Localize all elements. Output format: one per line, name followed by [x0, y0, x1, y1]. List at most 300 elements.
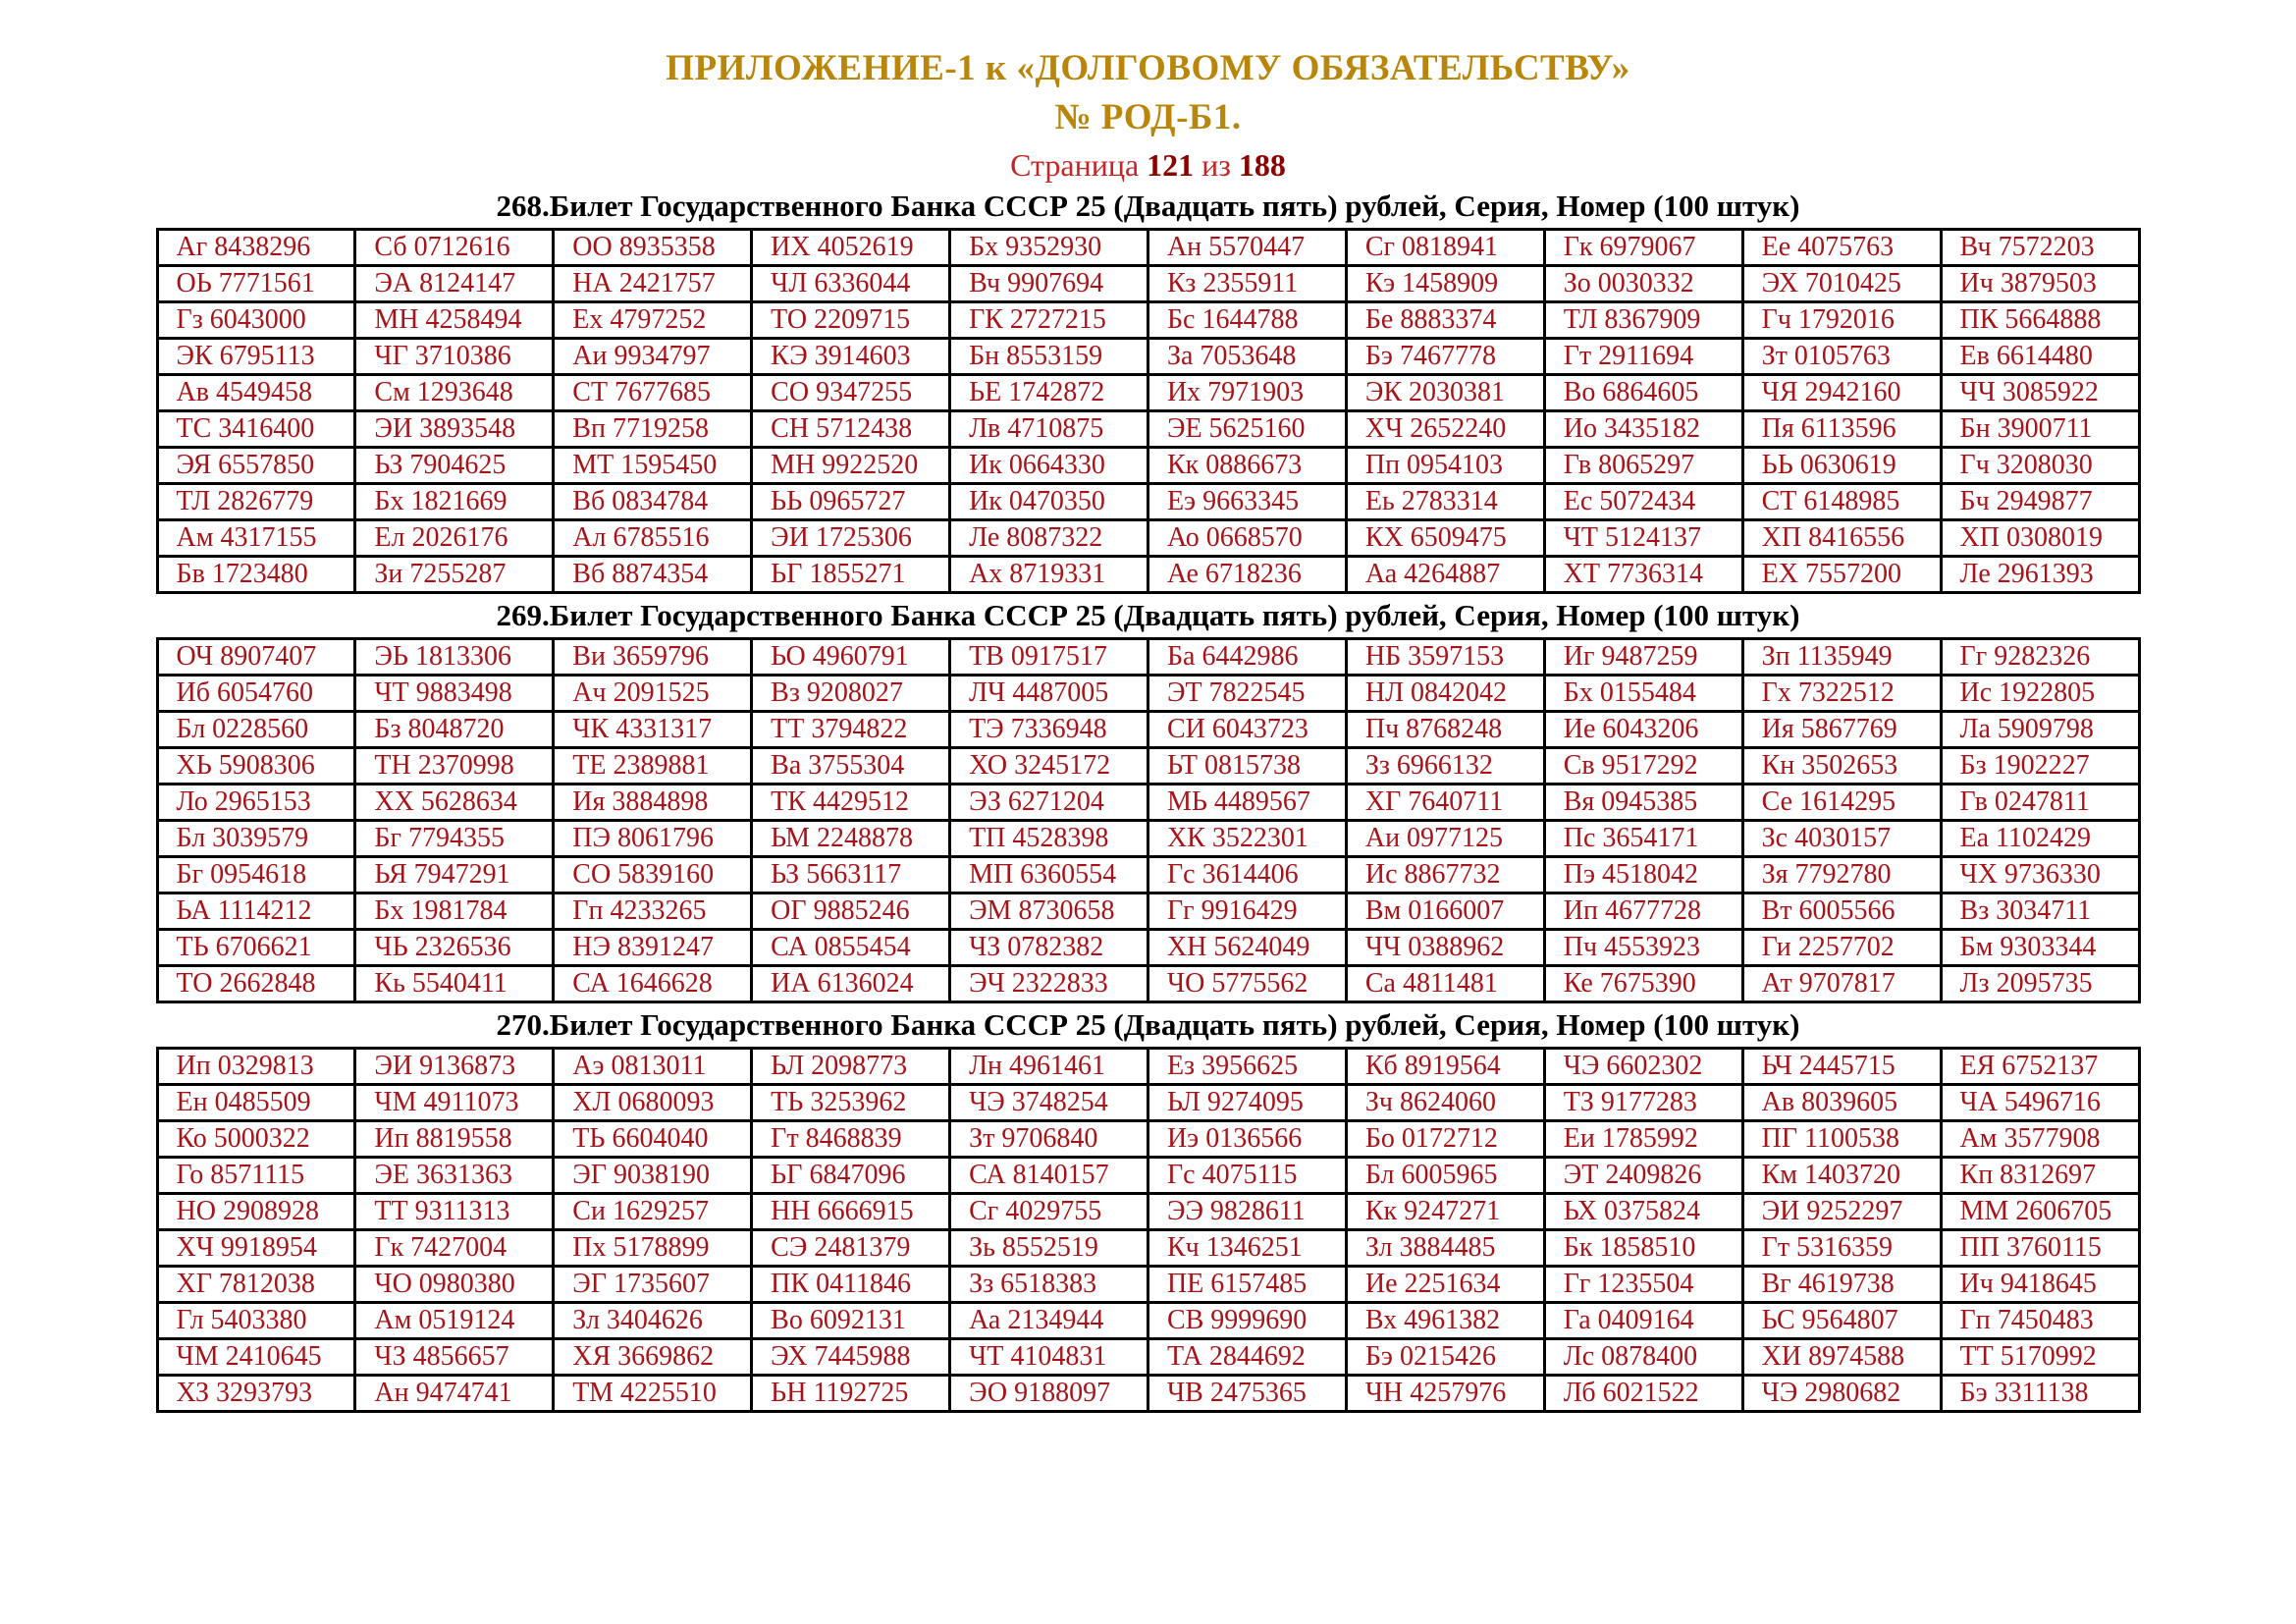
table-row — [157, 1376, 2139, 1412]
serial-cell: ЭИ 9252297 — [1742, 1194, 1941, 1230]
serial-cell: ЭК 2030381 — [1346, 375, 1544, 411]
serial-cell: ЧА 5496716 — [1941, 1085, 2139, 1121]
serials-table-270 — [156, 1047, 2141, 1413]
serial-cell: ЭЕ 5625160 — [1148, 411, 1346, 448]
serial-cell: ММ 2606705 — [1941, 1194, 2139, 1230]
serial-cell: СА 0855454 — [752, 930, 950, 966]
serial-cell: Сг 4029755 — [950, 1194, 1148, 1230]
serial-cell: Вх 4961382 — [1346, 1303, 1544, 1339]
serial-cell: ТЛ 8367909 — [1544, 302, 1742, 339]
serial-cell: ЬА 1114212 — [157, 893, 355, 930]
serial-cell: МП 6360554 — [950, 857, 1148, 893]
serial-cell: Ич 9418645 — [1941, 1267, 2139, 1303]
document-header — [0, 0, 2296, 183]
table-row — [157, 266, 2139, 302]
serial-cell: Кб 8919564 — [1346, 1049, 1544, 1085]
serial-cell: ТО 2662848 — [157, 966, 355, 1002]
serial-cell: ТВ 0917517 — [950, 639, 1148, 676]
page-word: Страница — [1010, 147, 1140, 183]
serial-cell: МЬ 4489567 — [1148, 785, 1346, 821]
table-row — [157, 302, 2139, 339]
serial-cell: Зз 6518383 — [950, 1267, 1148, 1303]
serial-cell: Кь 5540411 — [355, 966, 554, 1002]
serial-cell: Бх 1981784 — [355, 893, 554, 930]
serial-cell: Зо 0030332 — [1544, 266, 1742, 302]
serial-cell: ЭИ 1725306 — [752, 520, 950, 557]
serial-cell: ТМ 4225510 — [554, 1376, 752, 1412]
serial-cell: Вз 3034711 — [1941, 893, 2139, 930]
serial-cell: Ав 4549458 — [157, 375, 355, 411]
serial-cell: Ия 5867769 — [1742, 712, 1941, 748]
serial-cell: ЬЯ 7947291 — [355, 857, 554, 893]
serial-cell: Ат 9707817 — [1742, 966, 1941, 1002]
table-row — [157, 1121, 2139, 1158]
serial-cell: ЧГ 3710386 — [355, 339, 554, 375]
serial-cell: Вм 0166007 — [1346, 893, 1544, 930]
serial-cell: ЬО 4960791 — [752, 639, 950, 676]
serial-cell: Вз 9208027 — [752, 676, 950, 712]
section-heading-270: 270.Билет Государственного Банка СССР 25 (Двадцать пять) рублей, Серия, Номер (100 штук) — [496, 1007, 1800, 1042]
serial-cell: Ие 6043206 — [1544, 712, 1742, 748]
serial-cell: Ез 3956625 — [1148, 1049, 1346, 1085]
table-row — [157, 375, 2139, 411]
table-row — [157, 520, 2139, 557]
serial-cell: Пп 0954103 — [1346, 448, 1544, 484]
serial-cell: Кэ 1458909 — [1346, 266, 1544, 302]
serial-cell: Бэ 7467778 — [1346, 339, 1544, 375]
serial-cell: ХО 3245172 — [950, 748, 1148, 785]
serial-cell: Зп 1135949 — [1742, 639, 1941, 676]
serial-cell: Бг 0954618 — [157, 857, 355, 893]
serial-cell: Ко 5000322 — [157, 1121, 355, 1158]
serial-cell: ЭГ 9038190 — [554, 1158, 752, 1194]
serial-cell: ТЬ 6604040 — [554, 1121, 752, 1158]
serial-cell: ЧО 5775562 — [1148, 966, 1346, 1002]
serial-cell: ТЕ 2389881 — [554, 748, 752, 785]
serial-cell: ЭА 8124147 — [355, 266, 554, 302]
table-row — [157, 748, 2139, 785]
serial-cell: Зт 0105763 — [1742, 339, 1941, 375]
serial-cell: ЧО 0980380 — [355, 1267, 554, 1303]
serial-cell: Кк 9247271 — [1346, 1194, 1544, 1230]
serial-cell: ОЬ 7771561 — [157, 266, 355, 302]
table-row — [157, 930, 2139, 966]
serial-cell: Еи 1785992 — [1544, 1121, 1742, 1158]
serial-cell: Ич 3879503 — [1941, 266, 2139, 302]
serial-cell: МТ 1595450 — [554, 448, 752, 484]
serial-cell: Гг 9282326 — [1941, 639, 2139, 676]
serial-cell: За 7053648 — [1148, 339, 1346, 375]
serial-cell: Бн 8553159 — [950, 339, 1148, 375]
serial-cell: Гп 4233265 — [554, 893, 752, 930]
serial-cell: ЬЗ 5663117 — [752, 857, 950, 893]
serial-cell: Бэ 0215426 — [1346, 1339, 1544, 1376]
banknote-section-270 — [156, 1007, 2141, 1413]
serial-cell: НБ 3597153 — [1346, 639, 1544, 676]
serial-cell: ХИ 8974588 — [1742, 1339, 1941, 1376]
serial-cell: Еа 1102429 — [1941, 821, 2139, 857]
serial-cell: НЛ 0842042 — [1346, 676, 1544, 712]
serial-cell: ЕХ 7557200 — [1742, 557, 1941, 593]
serial-cell: Гп 7450483 — [1941, 1303, 2139, 1339]
serial-cell: Во 6092131 — [752, 1303, 950, 1339]
serial-cell: ЧМ 4911073 — [355, 1085, 554, 1121]
serial-cell: Ам 0519124 — [355, 1303, 554, 1339]
serial-cell: ХЗ 3293793 — [157, 1376, 355, 1412]
serial-cell: Бн 3900711 — [1941, 411, 2139, 448]
serial-cell: Ги 2257702 — [1742, 930, 1941, 966]
serial-cell: ЛЧ 4487005 — [950, 676, 1148, 712]
serial-cell: Зи 7255287 — [355, 557, 554, 593]
serial-cell: Во 6864605 — [1544, 375, 1742, 411]
serial-cell: Ия 3884898 — [554, 785, 752, 821]
serial-cell: Иэ 0136566 — [1148, 1121, 1346, 1158]
serial-cell: ЬЛ 9274095 — [1148, 1085, 1346, 1121]
serial-cell: Гв 0247811 — [1941, 785, 2139, 821]
serial-cell: Ав 8039605 — [1742, 1085, 1941, 1121]
serial-cell: ТТ 3794822 — [752, 712, 950, 748]
serial-cell: Кн 3502653 — [1742, 748, 1941, 785]
serial-cell: Бч 2949877 — [1941, 484, 2139, 520]
serial-cell: ТЗ 9177283 — [1544, 1085, 1742, 1121]
serial-cell: ПЕ 6157485 — [1148, 1267, 1346, 1303]
serial-cell: ТЬ 6706621 — [157, 930, 355, 966]
serial-cell: ХН 5624049 — [1148, 930, 1346, 966]
serial-cell: Гз 6043000 — [157, 302, 355, 339]
serial-cell: Бз 8048720 — [355, 712, 554, 748]
serial-cell: Ан 9474741 — [355, 1376, 554, 1412]
serial-cell: ТЭ 7336948 — [950, 712, 1148, 748]
table-row — [157, 785, 2139, 821]
serial-cell: ЧТ 9883498 — [355, 676, 554, 712]
table-row — [157, 857, 2139, 893]
serial-cell: Се 1614295 — [1742, 785, 1941, 821]
serial-cell: ЭК 6795113 — [157, 339, 355, 375]
serial-cell: Св 9517292 — [1544, 748, 1742, 785]
serial-cell: ЭТ 7822545 — [1148, 676, 1346, 712]
serial-cell: ОГ 9885246 — [752, 893, 950, 930]
serial-cell: Ен 0485509 — [157, 1085, 355, 1121]
serial-cell: Ип 0329813 — [157, 1049, 355, 1085]
serial-cell: СА 1646628 — [554, 966, 752, 1002]
serial-cell: Гс 3614406 — [1148, 857, 1346, 893]
serial-cell: Ао 0668570 — [1148, 520, 1346, 557]
serial-cell: ЭГ 1735607 — [554, 1267, 752, 1303]
serial-cell: Ле 8087322 — [950, 520, 1148, 557]
serial-cell: ЭО 9188097 — [950, 1376, 1148, 1412]
appendix-title: ПРИЛОЖЕНИЕ-1 к «ДОЛГОВОМУ ОБЯЗАТЕЛЬСТВУ» — [666, 48, 1630, 88]
serial-cell: ЬТ 0815738 — [1148, 748, 1346, 785]
serial-cell: СН 5712438 — [752, 411, 950, 448]
serial-cell: МН 4258494 — [355, 302, 554, 339]
serial-cell: Ле 2961393 — [1941, 557, 2139, 593]
serial-cell: ЭЕ 3631363 — [355, 1158, 554, 1194]
serial-cell: НН 6666915 — [752, 1194, 950, 1230]
serial-cell: Вт 6005566 — [1742, 893, 1941, 930]
serial-cell: Ае 6718236 — [1148, 557, 1346, 593]
serial-cell: ТК 4429512 — [752, 785, 950, 821]
serial-cell: Сг 0818941 — [1346, 230, 1544, 266]
serial-cell: ХЬ 5908306 — [157, 748, 355, 785]
serial-cell: Ик 0664330 — [950, 448, 1148, 484]
serial-cell: Зч 8624060 — [1346, 1085, 1544, 1121]
serial-cell: ТО 2209715 — [752, 302, 950, 339]
serial-cell: ЧЧ 3085922 — [1941, 375, 2139, 411]
serial-cell: Вб 8874354 — [554, 557, 752, 593]
serial-cell: Аг 8438296 — [157, 230, 355, 266]
serial-cell: ЭХ 7445988 — [752, 1339, 950, 1376]
serial-cell: ПК 0411846 — [752, 1267, 950, 1303]
serial-cell: Ис 8867732 — [1346, 857, 1544, 893]
serial-cell: Гч 1792016 — [1742, 302, 1941, 339]
serial-cell: Вг 4619738 — [1742, 1267, 1941, 1303]
serial-cell: СВ 9999690 — [1148, 1303, 1346, 1339]
serial-cell: Зь 8552519 — [950, 1230, 1148, 1267]
serial-cell: ХХ 5628634 — [355, 785, 554, 821]
serial-cell: Вя 0945385 — [1544, 785, 1742, 821]
serial-cell: ЧВ 2475365 — [1148, 1376, 1346, 1412]
serial-cell: Ис 1922805 — [1941, 676, 2139, 712]
serial-cell: ЭЯ 6557850 — [157, 448, 355, 484]
table-row — [157, 676, 2139, 712]
serial-cell: Гс 4075115 — [1148, 1158, 1346, 1194]
serial-cell: Ах 8719331 — [950, 557, 1148, 593]
banknote-section-268 — [156, 189, 2141, 594]
serial-cell: Гч 3208030 — [1941, 448, 2139, 484]
serial-cell: Гт 8468839 — [752, 1121, 950, 1158]
serial-cell: ХГ 7640711 — [1346, 785, 1544, 821]
serial-cell: Гх 7322512 — [1742, 676, 1941, 712]
table-row — [157, 1303, 2139, 1339]
serial-cell: Аа 2134944 — [950, 1303, 1148, 1339]
serial-cell: Аа 4264887 — [1346, 557, 1544, 593]
serial-cell: ЧЬ 2326536 — [355, 930, 554, 966]
serial-cell: ЭХ 7010425 — [1742, 266, 1941, 302]
serial-cell: СО 9347255 — [752, 375, 950, 411]
serial-cell: ЧН 4257976 — [1346, 1376, 1544, 1412]
section-heading-269: 269.Билет Государственного Банка СССР 25 (Двадцать пять) рублей, Серия, Номер (100 штук) — [496, 598, 1800, 632]
serial-cell: Иб 6054760 — [157, 676, 355, 712]
serial-cell: Бм 9303344 — [1941, 930, 2139, 966]
serial-cell: МН 9922520 — [752, 448, 950, 484]
serial-cell: Бл 0228560 — [157, 712, 355, 748]
serial-cell: Их 7971903 — [1148, 375, 1346, 411]
serial-cell: Иг 9487259 — [1544, 639, 1742, 676]
serial-cell: Км 1403720 — [1742, 1158, 1941, 1194]
serial-cell: Вб 0834784 — [554, 484, 752, 520]
serial-cell: Го 8571115 — [157, 1158, 355, 1194]
serial-cell: Ба 6442986 — [1148, 639, 1346, 676]
serial-cell: Бх 9352930 — [950, 230, 1148, 266]
table-row — [157, 411, 2139, 448]
serials-table-269 — [156, 637, 2141, 1003]
serial-cell: См 1293648 — [355, 375, 554, 411]
serial-cell: Зл 3884485 — [1346, 1230, 1544, 1267]
serial-cell: ЬХ 0375824 — [1544, 1194, 1742, 1230]
banknote-section-269 — [156, 598, 2141, 1003]
table-row — [157, 1339, 2139, 1376]
serial-cell: Гг 1235504 — [1544, 1267, 1742, 1303]
serial-cell: ЧМ 2410645 — [157, 1339, 355, 1376]
serial-cell: ОЧ 8907407 — [157, 639, 355, 676]
serial-cell: Ие 2251634 — [1346, 1267, 1544, 1303]
table-row — [157, 230, 2139, 266]
serial-cell: ЭЭ 9828611 — [1148, 1194, 1346, 1230]
serial-cell: Пх 5178899 — [554, 1230, 752, 1267]
serial-cell: ЬЛ 2098773 — [752, 1049, 950, 1085]
serial-cell: Гт 2911694 — [1544, 339, 1742, 375]
serial-cell: Ла 5909798 — [1941, 712, 2139, 748]
serial-cell: ЧЭ 2980682 — [1742, 1376, 1941, 1412]
serial-cell: Ее 4075763 — [1742, 230, 1941, 266]
serial-cell: ХП 0308019 — [1941, 520, 2139, 557]
table-row — [157, 557, 2139, 593]
serial-cell: Еь 2783314 — [1346, 484, 1544, 520]
serial-cell: Бо 0172712 — [1346, 1121, 1544, 1158]
serial-cell: ЭЗ 6271204 — [950, 785, 1148, 821]
serial-cell: ЧТ 4104831 — [950, 1339, 1148, 1376]
serial-cell: ХЯ 3669862 — [554, 1339, 752, 1376]
serial-cell: Лн 4961461 — [950, 1049, 1148, 1085]
table-row — [157, 484, 2139, 520]
table-row — [157, 1085, 2139, 1121]
serial-cell: Ип 8819558 — [355, 1121, 554, 1158]
serial-cell: Бл 3039579 — [157, 821, 355, 857]
serial-cell: ТА 2844692 — [1148, 1339, 1346, 1376]
serial-cell: ПГ 1100538 — [1742, 1121, 1941, 1158]
serial-cell: ПК 5664888 — [1941, 302, 2139, 339]
table-row — [157, 1267, 2139, 1303]
serial-cell: Зя 7792780 — [1742, 857, 1941, 893]
serial-cell: Бе 8883374 — [1346, 302, 1544, 339]
serial-cell: ИА 6136024 — [752, 966, 950, 1002]
serial-cell: Гт 5316359 — [1742, 1230, 1941, 1267]
serial-cell: Аи 9934797 — [554, 339, 752, 375]
serial-cell: Га 0409164 — [1544, 1303, 1742, 1339]
serial-cell: ЧЗ 4856657 — [355, 1339, 554, 1376]
serial-cell: Ио 3435182 — [1544, 411, 1742, 448]
serial-cell: Бэ 3311138 — [1941, 1376, 2139, 1412]
serial-cell: Сб 0712616 — [355, 230, 554, 266]
serial-cell: Бх 1821669 — [355, 484, 554, 520]
serial-cell: ПЭ 8061796 — [554, 821, 752, 857]
table-row — [157, 712, 2139, 748]
serial-cell: ТТ 5170992 — [1941, 1339, 2139, 1376]
serial-cell: СТ 6148985 — [1742, 484, 1941, 520]
serial-cell: ЬГ 1855271 — [752, 557, 950, 593]
serial-cell: ЧЭ 3748254 — [950, 1085, 1148, 1121]
serial-cell: Ам 4317155 — [157, 520, 355, 557]
serial-cell: ИХ 4052619 — [752, 230, 950, 266]
serials-table-268 — [156, 228, 2141, 594]
serial-cell: Ес 5072434 — [1544, 484, 1742, 520]
serial-cell: Зс 4030157 — [1742, 821, 1941, 857]
serial-cell: Зз 6966132 — [1346, 748, 1544, 785]
serial-cell: ЧТ 5124137 — [1544, 520, 1742, 557]
serial-cell: Ан 5570447 — [1148, 230, 1346, 266]
serial-cell: ЧК 4331317 — [554, 712, 752, 748]
page-total-number: 188 — [1238, 147, 1286, 183]
serial-cell: Си 1629257 — [554, 1194, 752, 1230]
serial-cell: Еэ 9663345 — [1148, 484, 1346, 520]
serial-cell: ЧЗ 0782382 — [950, 930, 1148, 966]
serial-cell: Кч 1346251 — [1148, 1230, 1346, 1267]
serial-cell: Бс 1644788 — [1148, 302, 1346, 339]
serial-cell: Ик 0470350 — [950, 484, 1148, 520]
serial-cell: Кк 0886673 — [1148, 448, 1346, 484]
serial-cell: Бг 7794355 — [355, 821, 554, 857]
page-current-number: 121 — [1147, 147, 1195, 183]
serial-cell: ЭИ 9136873 — [355, 1049, 554, 1085]
serial-cell: ЬЗ 7904625 — [355, 448, 554, 484]
serial-cell: Ев 6614480 — [1941, 339, 2139, 375]
serial-cell: ЭТ 2409826 — [1544, 1158, 1742, 1194]
serial-cell: Лс 0878400 — [1544, 1339, 1742, 1376]
serial-cell: ХТ 7736314 — [1544, 557, 1742, 593]
serial-cell: Ам 3577908 — [1941, 1121, 2139, 1158]
serial-cell: ТН 2370998 — [355, 748, 554, 785]
serial-cell: СТ 7677685 — [554, 375, 752, 411]
serial-cell: ЧХ 9736330 — [1941, 857, 2139, 893]
serial-cell: ЕЯ 6752137 — [1941, 1049, 2139, 1085]
serial-cell: ТТ 9311313 — [355, 1194, 554, 1230]
serial-cell: СИ 6043723 — [1148, 712, 1346, 748]
serial-cell: ЬС 9564807 — [1742, 1303, 1941, 1339]
serial-cell: ЭЬ 1813306 — [355, 639, 554, 676]
serial-cell: ТЛ 2826779 — [157, 484, 355, 520]
serial-cell: ЧЭ 6602302 — [1544, 1049, 1742, 1085]
serial-cell: НА 2421757 — [554, 266, 752, 302]
serial-cell: ОО 8935358 — [554, 230, 752, 266]
serial-cell: Са 4811481 — [1346, 966, 1544, 1002]
serial-cell: Вч 9907694 — [950, 266, 1148, 302]
serial-cell: Вч 7572203 — [1941, 230, 2139, 266]
section-heading-268: 268.Билет Государственного Банка СССР 25 (Двадцать пять) рублей, Серия, Номер (100 штук) — [496, 189, 1800, 223]
serial-cell: ЬМ 2248878 — [752, 821, 950, 857]
serial-cell: СО 5839160 — [554, 857, 752, 893]
serial-cell: Лз 2095735 — [1941, 966, 2139, 1002]
serial-cell: ХК 3522301 — [1148, 821, 1346, 857]
serial-cell: Ва 3755304 — [752, 748, 950, 785]
serial-cell: ХГ 7812038 — [157, 1267, 355, 1303]
serial-cell: КЭ 3914603 — [752, 339, 950, 375]
serial-cell: ЧЛ 6336044 — [752, 266, 950, 302]
serial-cell: Вп 7719258 — [554, 411, 752, 448]
table-row — [157, 1230, 2139, 1267]
document-number: № РОД-Б1. — [1054, 97, 1242, 137]
serial-cell: ГК 2727215 — [950, 302, 1148, 339]
serial-cell: ЭИ 3893548 — [355, 411, 554, 448]
serial-cell: Гл 5403380 — [157, 1303, 355, 1339]
serial-cell: ПП 3760115 — [1941, 1230, 2139, 1267]
serial-cell: Ло 2965153 — [157, 785, 355, 821]
serial-cell: Зл 3404626 — [554, 1303, 752, 1339]
serial-cell: ЬЬ 0630619 — [1742, 448, 1941, 484]
serial-cell: Пэ 4518042 — [1544, 857, 1742, 893]
serial-cell: Лв 4710875 — [950, 411, 1148, 448]
page-of-word: из — [1201, 147, 1231, 183]
serial-cell: Ке 7675390 — [1544, 966, 1742, 1002]
serial-cell: ЧЯ 2942160 — [1742, 375, 1941, 411]
serial-cell: ЭЧ 2322833 — [950, 966, 1148, 1002]
tables-area — [156, 189, 2141, 1413]
serial-cell: СЭ 2481379 — [752, 1230, 950, 1267]
serial-cell: ТЬ 3253962 — [752, 1085, 950, 1121]
serial-cell: ЧЧ 0388962 — [1346, 930, 1544, 966]
serial-cell: Гв 8065297 — [1544, 448, 1742, 484]
serial-cell: Аи 0977125 — [1346, 821, 1544, 857]
table-row — [157, 966, 2139, 1002]
